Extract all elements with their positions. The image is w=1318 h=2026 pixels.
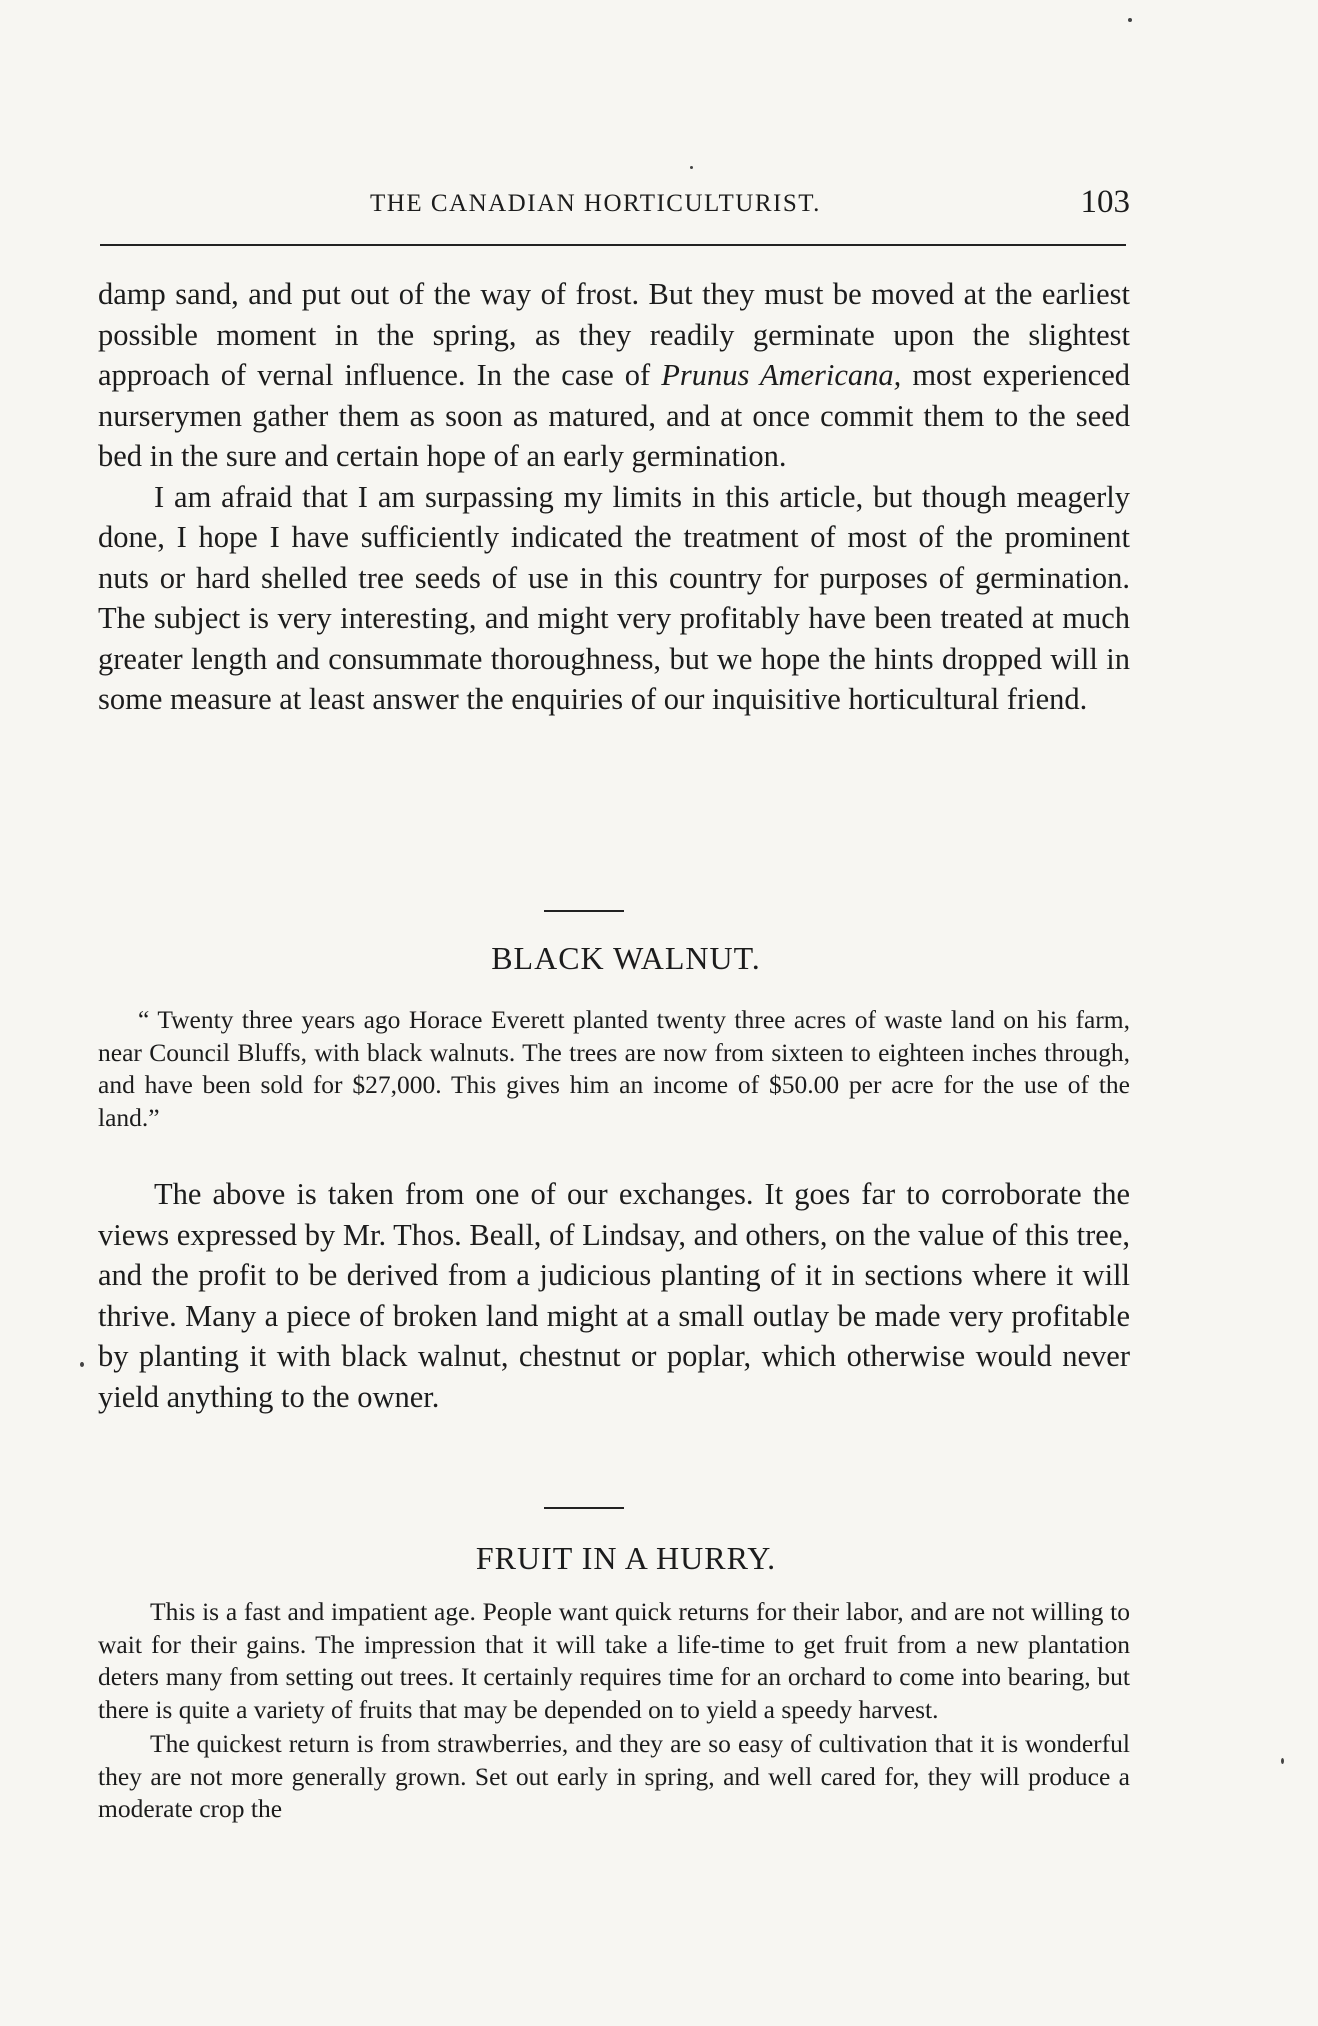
running-title: THE CANADIAN HORTICULTURIST. (370, 190, 821, 217)
scan-speck (690, 166, 693, 169)
running-head (98, 184, 1130, 228)
section-divider (544, 1507, 624, 1509)
fruit-section-text (98, 1596, 1130, 1828)
paragraph: This is a fast and impatient age. People want quick returns for their labor, and are not willing to wait for their gains. The impression that it will take a life-time to get fruit from a new plantation deters many from setting out trees. It certainly requires time for an orchard to come into bearing, but there is quite a variety of fruits that may be depended on to yield a speedy harvest. (98, 1597, 1130, 1724)
walnut-commentary (98, 1174, 1130, 1417)
section-divider (544, 910, 624, 912)
paragraph-continued (98, 274, 1130, 477)
scan-speck (80, 1362, 84, 1367)
quoted-excerpt (98, 1004, 1130, 1134)
section-heading-black-walnut: BLACK WALNUT. (491, 940, 761, 976)
section-heading-fruit-in-a-hurry: FRUIT IN A HURRY. (475, 1540, 777, 1576)
paragraph: The quickest return is from strawberries, and they are so easy of cultivation that it is wonderful they are not more generally grown. Set out early in spring, and well cared for, they will produce a moderate crop the (98, 1729, 1130, 1823)
header-rule (100, 244, 1126, 246)
paragraph-text: damp sand, and put out of the way of frost. But they must be moved at the earliest possible moment in the spring, as they readily germinate upon the slightest approach of vernal influence. In the case of (98, 277, 1130, 392)
scan-speck (1128, 18, 1132, 22)
quote-paragraph: “ Twenty three years ago Horace Everett planted twenty three acres of waste land on his farm, near Council Bluffs, with black walnuts. The trees are now from sixteen to eighteen inches through, and have been sold for $27,000. This gives him an income of $50.00 per acre for the use of the land.” (98, 1005, 1130, 1132)
paragraph: I am afraid that I am surpassing my limits in this article, but though meagerly done, I hope I have sufficiently indicated the treatment of most of the prominent nuts or hard shelled tree seeds of use in this country for purposes of germination. The subject is very interesting, and might very profitably have been treated at much greater length and consummate thoroughness, but we hope the hints dropped will in some measure at least answer the enquiries of our inquisitive horticultural friend. (98, 479, 1130, 716)
italic-species-name: Prunus Americana, (661, 358, 902, 392)
book-page (98, 0, 1130, 2026)
scan-speck (1281, 1758, 1284, 1764)
page-number: 103 (1080, 184, 1130, 220)
paragraph: The above is taken from one of our exchanges. It goes far to corroborate the views expressed by Mr. Thos. Beall, of Lindsay, and others, on the value of this tree, and the profit to be derived from a judicious planting of it in sections where it will thrive. Many a piece of broken land might at a small outlay be made very profitable by planting it with black walnut, chestnut or poplar, which otherwise would never yield anything to the owner. (98, 1177, 1130, 1414)
paragraph-text: most experienced nurserymen gather them as soon as matured, and at once commit them to the seed bed in the sure and certain hope of an early germination. (98, 358, 1130, 473)
opening-text (98, 274, 1130, 720)
